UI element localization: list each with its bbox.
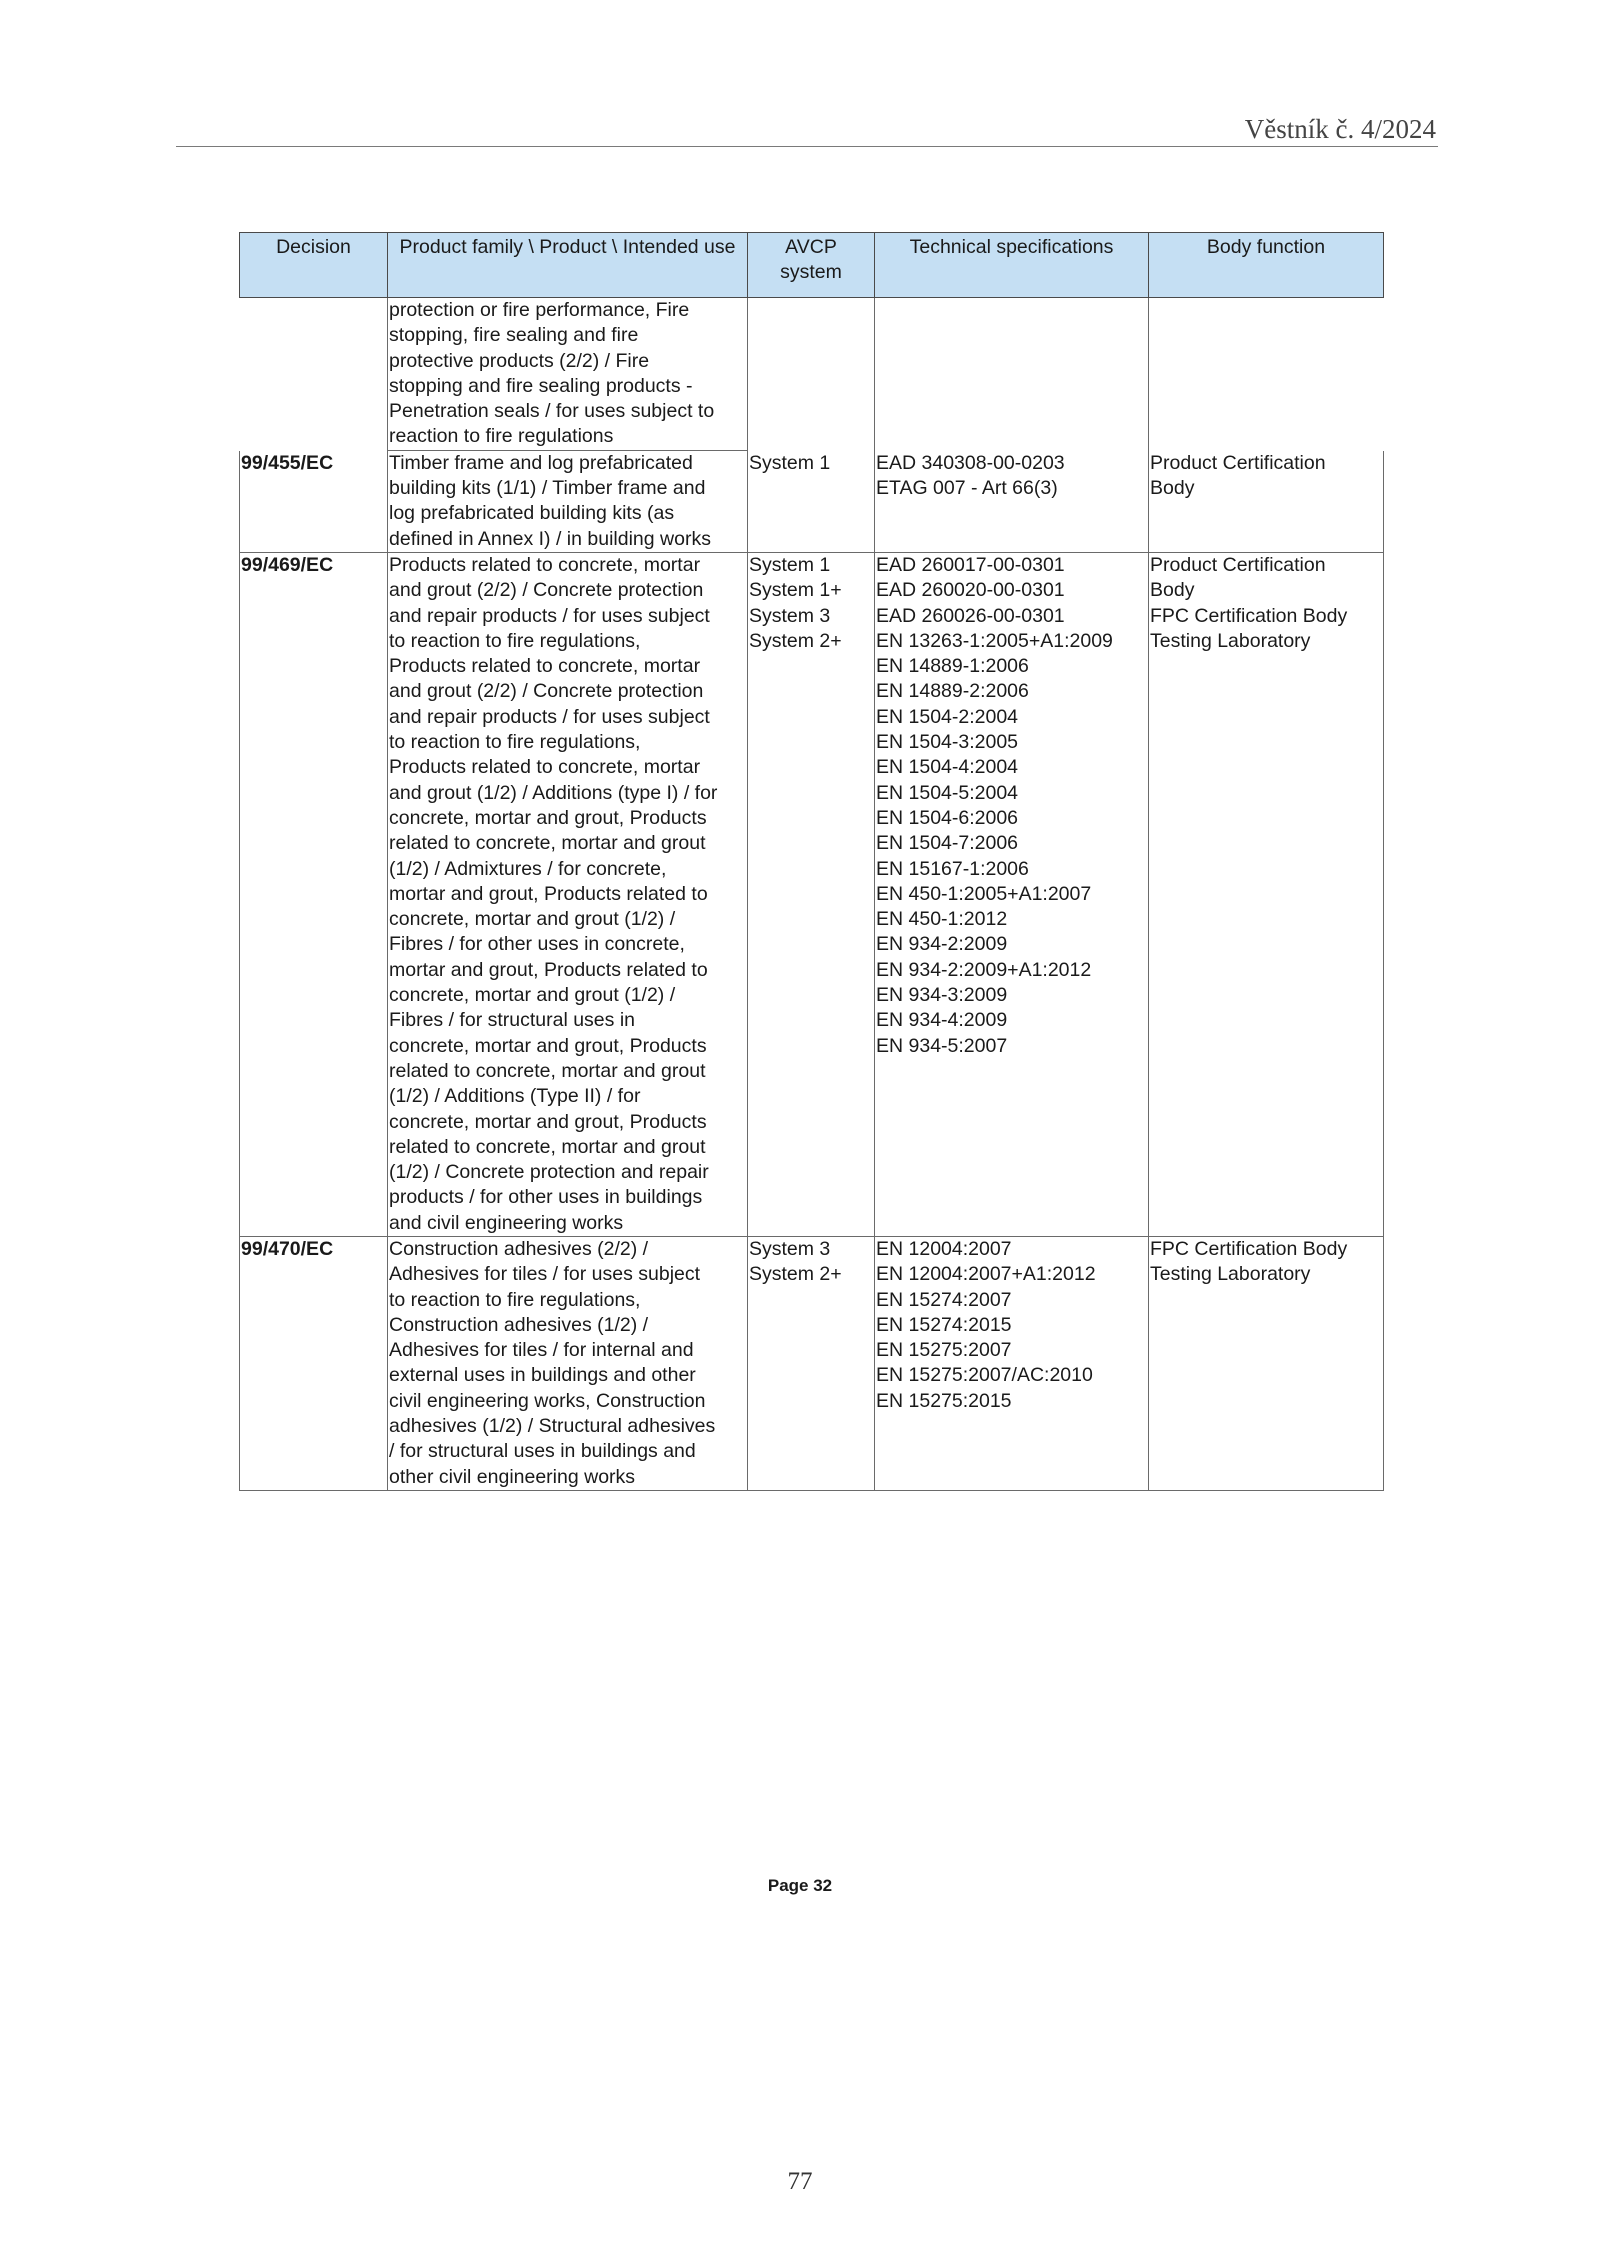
cell-line: concrete, mortar and grout (1/2) /	[389, 984, 676, 1007]
cell-line: EN 934-3:2009	[876, 984, 1008, 1007]
cell-line: stopping and fire sealing products -	[389, 374, 693, 397]
cell-line: EAD 260017-00-0301	[876, 553, 1065, 576]
cell-line: Penetration seals / for uses subject to	[389, 400, 715, 423]
decision-cell	[240, 298, 388, 451]
cell-line: EN 450-1:2005+A1:2007	[876, 882, 1092, 905]
cell-line: building kits (1/1) / Timber frame and	[389, 477, 706, 500]
cell-line: related to concrete, mortar and grout	[389, 1135, 706, 1158]
body-function-cell	[1149, 298, 1384, 451]
product-cell	[388, 298, 748, 451]
bulletin-title: Věstník č. 4/2024	[1244, 114, 1436, 144]
cell-line: EN 15275:2007	[876, 1339, 1012, 1362]
avcp-cell	[748, 450, 875, 552]
specifications-cell	[875, 450, 1149, 552]
table-row-continuation	[240, 298, 1384, 451]
cell-line: reaction to fire regulations	[389, 425, 614, 448]
cell-line: EN 15167-1:2006	[876, 857, 1029, 880]
cell-line: System 2+	[749, 629, 842, 652]
specifications-cell	[875, 1236, 1149, 1490]
body-function-cell	[1149, 1236, 1384, 1490]
table-body	[240, 298, 1384, 1491]
product-cell	[388, 552, 748, 1236]
cell-line: to reaction to fire regulations,	[389, 1288, 641, 1311]
header-divider	[176, 146, 1438, 147]
cell-line: concrete, mortar and grout, Products	[389, 1110, 707, 1133]
cell-line: related to concrete, mortar and grout	[389, 832, 706, 855]
cell-line: defined in Annex I) / in building works	[389, 527, 711, 550]
avcp-cell	[748, 552, 875, 1236]
cell-line: Products related to concrete, mortar	[389, 756, 701, 779]
cell-line: stopping, fire sealing and fire	[389, 324, 639, 347]
column-header-avcp-system: AVCP system	[748, 233, 875, 298]
column-header-body-function: Body function	[1149, 233, 1384, 298]
avcp-cell	[748, 298, 875, 451]
body-function-cell	[1149, 552, 1384, 1236]
cell-line: mortar and grout, Products related to	[389, 882, 708, 905]
cell-line: related to concrete, mortar and grout	[389, 1059, 706, 1082]
cell-line: Product Certification	[1150, 451, 1326, 474]
cell-line: EN 1504-3:2005	[876, 731, 1019, 754]
cell-line: System 3	[749, 1237, 831, 1260]
cell-line: and repair products / for uses subject	[389, 604, 710, 627]
cell-line: FPC Certification Body	[1150, 604, 1348, 627]
cell-line: EN 1504-7:2006	[876, 832, 1019, 855]
cell-line: Product Certification	[1150, 553, 1326, 576]
table-row	[240, 450, 1384, 552]
cell-line: Products related to concrete, mortar	[389, 655, 701, 678]
cell-line: Timber frame and log prefabricated	[389, 451, 693, 474]
cell-line: and repair products / for uses subject	[389, 705, 710, 728]
cell-line: EN 1504-6:2006	[876, 806, 1019, 829]
cell-line: Adhesives for tiles / for internal and	[389, 1339, 694, 1362]
cell-line: EN 15274:2015	[876, 1313, 1012, 1336]
cell-line: EN 934-4:2009	[876, 1009, 1008, 1032]
cell-line: ETAG 007 - Art 66(3)	[876, 477, 1058, 500]
column-header-product-family: Product family \ Product \ Intended use	[388, 233, 748, 298]
cell-line: EN 12004:2007+A1:2012	[876, 1263, 1096, 1286]
product-cell	[388, 450, 748, 552]
cell-line: (1/2) / Concrete protection and repair	[389, 1161, 709, 1184]
cell-line: EN 15274:2007	[876, 1288, 1012, 1311]
cell-line: Testing Laboratory	[1150, 1263, 1311, 1286]
table-row	[240, 1236, 1384, 1490]
cell-line: Body	[1150, 477, 1195, 500]
cell-line: EN 1504-5:2004	[876, 781, 1019, 804]
cell-line: protection or fire performance, Fire	[389, 299, 690, 321]
cell-line: (1/2) / Admixtures / for concrete,	[389, 857, 667, 880]
cell-line: and civil engineering works	[389, 1211, 624, 1234]
column-header-technical-specifications: Technical specifications	[875, 233, 1149, 298]
table-row	[240, 552, 1384, 1236]
cell-line: EN 13263-1:2005+A1:2009	[876, 629, 1113, 652]
table-header-row	[240, 233, 1384, 298]
cell-line: other civil engineering works	[389, 1465, 636, 1488]
cell-line: EAD 340308-00-0203	[876, 451, 1065, 474]
cell-line: Fibres / for structural uses in	[389, 1009, 635, 1032]
decision-cell: 99/469/EC	[240, 552, 388, 1236]
cell-line: EN 12004:2007	[876, 1237, 1012, 1260]
product-cell	[388, 1236, 748, 1490]
cell-line: external uses in buildings and other	[389, 1364, 696, 1387]
cell-line: System 2+	[749, 1263, 842, 1286]
cell-line: Construction adhesives (2/2) /	[389, 1237, 649, 1260]
cell-line: concrete, mortar and grout, Products	[389, 806, 707, 829]
cell-line: EN 934-2:2009+A1:2012	[876, 958, 1092, 981]
page-label: Page 32	[767, 1876, 833, 1895]
cell-line: EAD 260026-00-0301	[876, 604, 1065, 627]
cell-line: Fibres / for other uses in concrete,	[389, 933, 685, 956]
cell-line: protective products (2/2) / Fire	[389, 349, 650, 372]
cell-line: (1/2) / Additions (Type II) / for	[389, 1085, 641, 1108]
cell-line: EN 15275:2015	[876, 1389, 1012, 1412]
cell-line: and grout (2/2) / Concrete protection	[389, 680, 704, 703]
cell-line: FPC Certification Body	[1150, 1237, 1348, 1260]
cell-line: System 1	[749, 553, 831, 576]
cell-line: EAD 260020-00-0301	[876, 579, 1065, 602]
cell-line: adhesives (1/2) / Structural adhesives	[389, 1415, 716, 1438]
cell-line: log prefabricated building kits (as	[389, 502, 675, 525]
decision-cell: 99/470/EC	[240, 1236, 388, 1490]
body-function-cell	[1149, 450, 1384, 552]
avcp-cell	[748, 1236, 875, 1490]
cell-line: EN 15275:2007/AC:2010	[876, 1364, 1093, 1387]
cell-line: to reaction to fire regulations,	[389, 629, 641, 652]
cell-line: System 1	[749, 451, 831, 474]
cell-line: EN 934-2:2009	[876, 933, 1008, 956]
decision-cell: 99/455/EC	[240, 450, 388, 552]
cell-line: Adhesives for tiles / for uses subject	[389, 1263, 701, 1286]
cell-line: concrete, mortar and grout, Products	[389, 1034, 707, 1057]
cell-line: concrete, mortar and grout (1/2) /	[389, 908, 676, 931]
cell-line: System 1+	[749, 579, 842, 602]
cell-line: EN 14889-2:2006	[876, 680, 1029, 703]
cell-line: EN 14889-1:2006	[876, 655, 1029, 678]
cell-line: Body	[1150, 579, 1195, 602]
cell-line: Construction adhesives (1/2) /	[389, 1313, 649, 1336]
cell-line: mortar and grout, Products related to	[389, 958, 708, 981]
cell-line: EN 1504-2:2004	[876, 705, 1019, 728]
cell-line: / for structural uses in buildings and	[389, 1440, 696, 1463]
cell-line: civil engineering works, Construction	[389, 1389, 706, 1412]
specifications-cell	[875, 298, 1149, 451]
cell-line: Products related to concrete, mortar	[389, 553, 701, 576]
cell-line: to reaction to fire regulations,	[389, 731, 641, 754]
cell-line: System 3	[749, 604, 831, 627]
cell-line: and grout (1/2) / Additions (type I) / for	[389, 781, 718, 804]
page-number: 77	[787, 2168, 813, 2195]
cell-line: EN 934-5:2007	[876, 1034, 1008, 1057]
decisions-table	[239, 232, 1384, 1491]
cell-line: and grout (2/2) / Concrete protection	[389, 579, 704, 602]
cell-line: products / for other uses in buildings	[389, 1186, 703, 1209]
cell-line: EN 1504-4:2004	[876, 756, 1019, 779]
column-header-decision: Decision	[240, 233, 388, 298]
specifications-cell	[875, 552, 1149, 1236]
cell-line: Testing Laboratory	[1150, 629, 1311, 652]
cell-line: EN 450-1:2012	[876, 908, 1008, 931]
